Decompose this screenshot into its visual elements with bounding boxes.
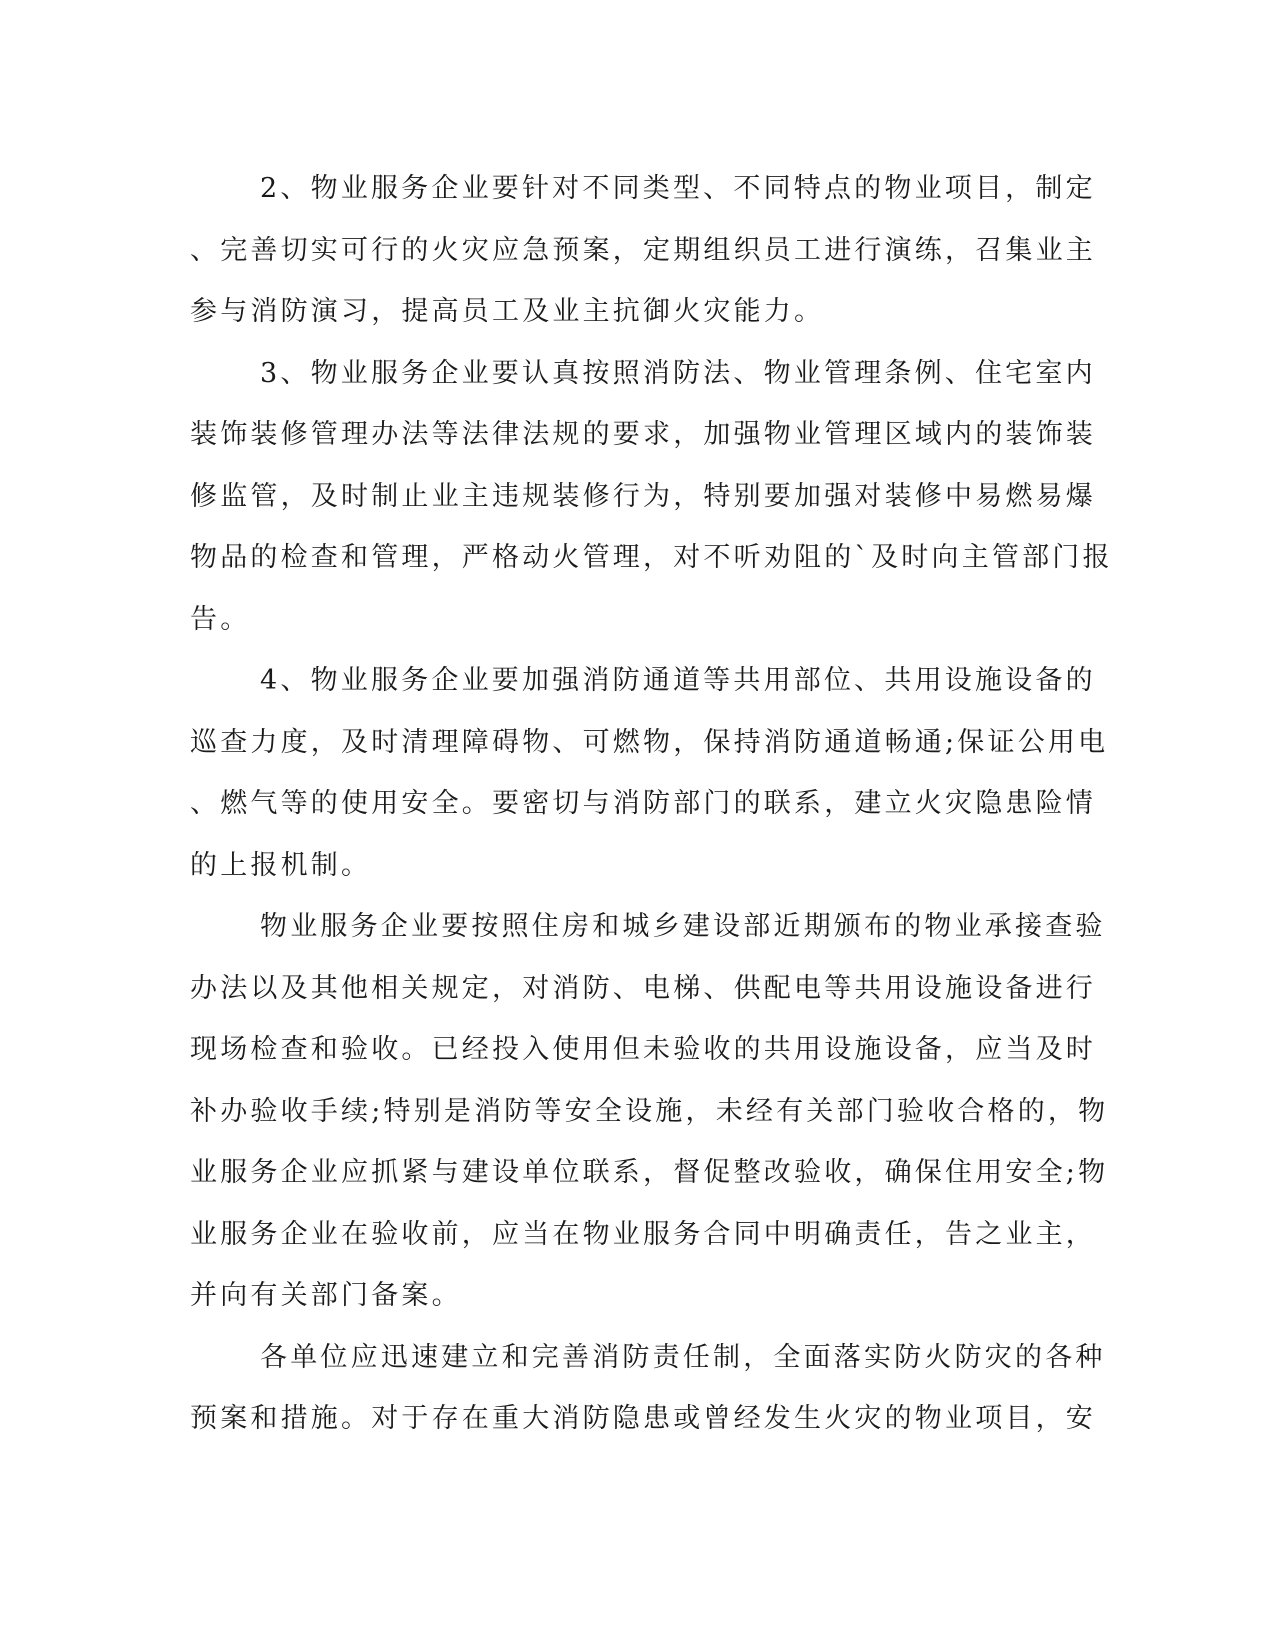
text-line: 装饰装修管理办法等法律法规的要求，加强物业管理区域内的装饰装 [190, 419, 1096, 450]
paragraph-inspection [190, 896, 1109, 1327]
text-line: 2、物业服务企业要针对不同类型、不同特点的物业项目，制定 [260, 173, 1096, 204]
text-line: 现场检查和验收。已经投入使用但未验收的共用设施设备，应当及时 [190, 1034, 1096, 1065]
text-line: 、燃气等的使用安全。要密切与消防部门的联系，建立火灾隐患险情 [190, 788, 1096, 819]
text-line: 并向有关部门备案。 [190, 1280, 462, 1311]
text-line: 巡查力度，及时清理障碍物、可燃物，保持消防通道畅通;保证公用电 [190, 726, 1109, 758]
paragraph-responsibility [190, 1327, 1106, 1450]
text-line: 预案和措施。对于存在重大消防隐患或曾经发生火灾的物业项目，安 [190, 1403, 1096, 1434]
text-line: 各单位应迅速建立和完善消防责任制，全面落实防火防灾的各种 [260, 1341, 1106, 1373]
text-line: 的上报机制。 [190, 849, 372, 881]
text-line: 、完善切实可行的火灾应急预案，定期组织员工进行演练，召集业主 [190, 234, 1096, 266]
text-line: 物业服务企业要按照住房和城乡建设部近期颁布的物业承接查验 [260, 911, 1106, 942]
text-line: 修监管，及时制止业主违规装修行为，特别要加强对装修中易燃易爆 [190, 480, 1096, 512]
text-line: 3、物业服务企业要认真按照消防法、物业管理条例、住宅室内 [260, 357, 1096, 389]
text-line: 4、物业服务企业要加强消防通道等共用部位、共用设施设备的 [260, 665, 1096, 696]
text-line: 参与消防演习，提高员工及业主抗御火灾能力。 [190, 296, 825, 327]
text-line: 告。 [190, 603, 251, 635]
text-line: 补办验收手续;特别是消防等安全设施，未经有关部门验收合格的，物 [190, 1095, 1109, 1127]
text-line: 物品的检查和管理，严格动火管理，对不听劝阻的`及时向主管部门报 [190, 542, 1113, 573]
paragraph-3 [190, 343, 1113, 651]
paragraph-2 [190, 158, 1096, 343]
document-body [190, 158, 1113, 1450]
text-line: 业服务企业应抓紧与建设单位联系，督促整改验收，确保住用安全;物 [190, 1157, 1109, 1188]
text-line: 业服务企业在验收前，应当在物业服务合同中明确责任，告之业主， [190, 1218, 1096, 1250]
paragraph-4 [190, 650, 1109, 896]
text-line: 办法以及其他相关规定，对消防、电梯、供配电等共用设施设备进行 [190, 972, 1096, 1004]
